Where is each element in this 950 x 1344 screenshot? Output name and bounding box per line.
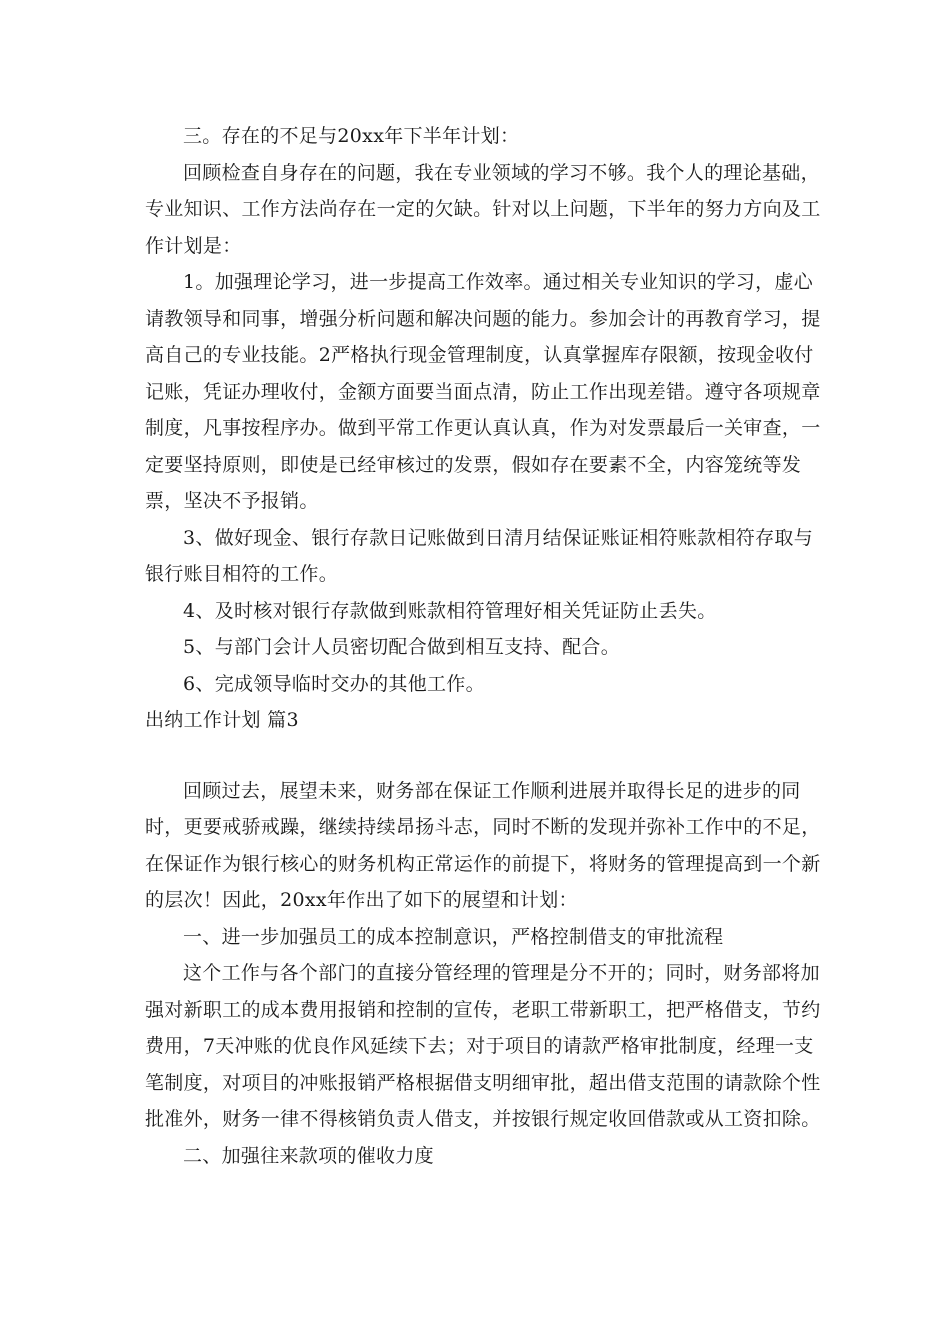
paragraph-item-5: 5、与部门会计人员密切配合做到相互支持、配合。 [183,636,620,658]
document-body [145,118,825,1174]
paragraph-cost-control: 这个工作与各个部门的直接分管经理的管理是分不开的；同时，财务部将加强对新职工的成本费用报销和控制的宣传，老职工带新职工，把严格借支，节约费用，7天冲账的优良作风延续下去；对于项目的请款严格审批制度，经理一支笔制度，对项目的冲账报销严格根据借支明细审批，超出借支范围的请款除个性批准外，财务一律不得核销负责人借支，并按银行规定收回借款或从工资扣除。 [145,962,821,1130]
section-title: 出纳工作计划 篇3 [145,709,299,731]
paragraph-item-1-2: 1。加强理论学习，进一步提高工作效率。通过相关专业知识的学习，虚心请教领导和同事，增强分析问题和解决问题的能力。参加会计的再教育学习，提高自己的专业技能。2严格执行现金管理制度，认真掌握库存限额，按现金收付记账，凭证办理收付，金额方面要当面点清，防止工作出现差错。遵守各项规章制度，凡事按程序办。做到平常工作更认真认真，作为对发票最后一关审查，一定要坚持原则，即使是已经审核过的发票，假如存在要素不全，内容笼统等发票，坚决不予报销。 [145,271,821,512]
paragraph-item-3: 3、做好现金、银行存款日记账做到日清月结保证账证相符账款相符存取与银行账目相符的工作。 [145,526,813,585]
part1-heading: 三。存在的不足与20xx年下半年计划： [183,125,520,147]
subheading-receivables: 二、加强往来款项的催收力度 [183,1144,434,1167]
paragraph-outlook: 回顾过去，展望未来，财务部在保证工作顺利进展并取得长足的进步的同时，更要戒骄戒躁，继续持续昂扬斗志，同时不断的发现并弥补工作中的不足，在保证作为银行核心的财务机构正常运作的前提下，将财务的管理提高到一个新的层次！因此，20xx年作出了如下的展望和计划： [145,779,821,911]
paragraph-review: 回顾检查自身存在的问题，我在专业领域的学习不够。我个人的理论基础，专业知识、工作方法尚存在一定的欠缺。针对以上问题，下半年的努力方向及工作计划是： [145,161,821,257]
paragraph-item-6: 6、完成领导临时交办的其他工作。 [183,672,485,695]
subheading-cost-control: 一、进一步加强员工的成本控制意识，严格控制借支的审批流程 [183,925,724,948]
section-spacer [145,739,825,773]
paragraph-item-4: 4、及时核对银行存款做到账款相符管理好相关凭证防止丢失。 [183,599,717,622]
